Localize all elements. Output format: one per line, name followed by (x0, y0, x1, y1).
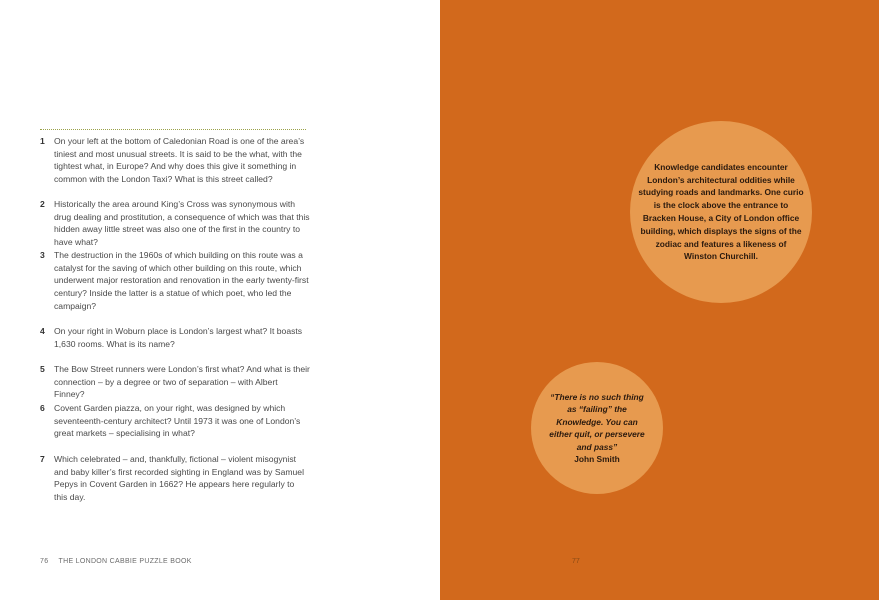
footer-left (40, 558, 192, 565)
question-number: 5 (40, 364, 45, 374)
question-7 (40, 453, 310, 504)
dotted-rule (40, 129, 306, 130)
question-text: On your left at the bottom of Caledonian Road is one of the area’s tiniest and most unusual streets. It is said to be the what, with the tightest what, in Europe? And why does this give it something in common with the London Taxi? What is this street called? (54, 136, 305, 185)
question-1 (40, 135, 310, 186)
question-3 (40, 249, 310, 313)
callout-text: Knowledge candidates encounter London’s architectural oddities while studying roads and landmarks. One curio is the clock above the entrance to Bracken House, a City of London office building, which displays the signs of the zodiac and features a likeness of Winston Churchill. (638, 161, 804, 262)
right-page (440, 0, 879, 600)
page-number-right: 77 (572, 558, 580, 565)
quote-text: “There is no such thing as “failing” the Knowledge. You can either quit, or persevere and pass” (549, 391, 645, 452)
question-text: Historically the area around King’s Cross was synonymous with drug dealing and prostitution, a consequence of which was that this hidden away little street was also one of the first in the country to have what? (54, 199, 310, 248)
book-title: THE LONDON CABBIE PUZZLE BOOK (58, 558, 192, 565)
question-number: 2 (40, 199, 45, 209)
quote-bubble (531, 362, 663, 494)
question-text: The destruction in the 1960s of which building on this route was a catalyst for the saving of which other building on this route, which underwent major restoration and renovation in the early twenty-first century? Inside the latter is a statue of which poet, who led the campaign? (54, 250, 309, 311)
question-text: Which celebrated – and, thankfully, fictional – violent misogynist and baby killer’s first recorded sighting in England was by Samuel Pepys in Covent Garden in 1662? He appears here regularly to this day. (54, 454, 304, 503)
question-number: 4 (40, 326, 45, 336)
question-text: Covent Garden piazza, on your right, was designed by which seventeenth-century architect? Until 1973 it was one of London’s great markets – specialising in what? (54, 403, 301, 439)
page-number-left: 76 (40, 558, 49, 565)
question-text: On your right in Woburn place is London’s largest what? It boasts 1,630 rooms. What is its name? (54, 326, 303, 349)
question-text: The Bow Street runners were London’s first what? And what is their connection – by a degree or two of separation – with Albert Finney? (54, 364, 310, 400)
question-number: 6 (40, 403, 45, 413)
question-4 (40, 325, 310, 350)
quote-author: John Smith (574, 454, 620, 464)
question-2 (40, 198, 310, 249)
question-number: 3 (40, 250, 45, 260)
question-number: 1 (40, 136, 45, 146)
question-5 (40, 363, 310, 401)
question-number: 7 (40, 454, 45, 464)
callout-bubble (630, 121, 812, 303)
question-6 (40, 402, 310, 440)
